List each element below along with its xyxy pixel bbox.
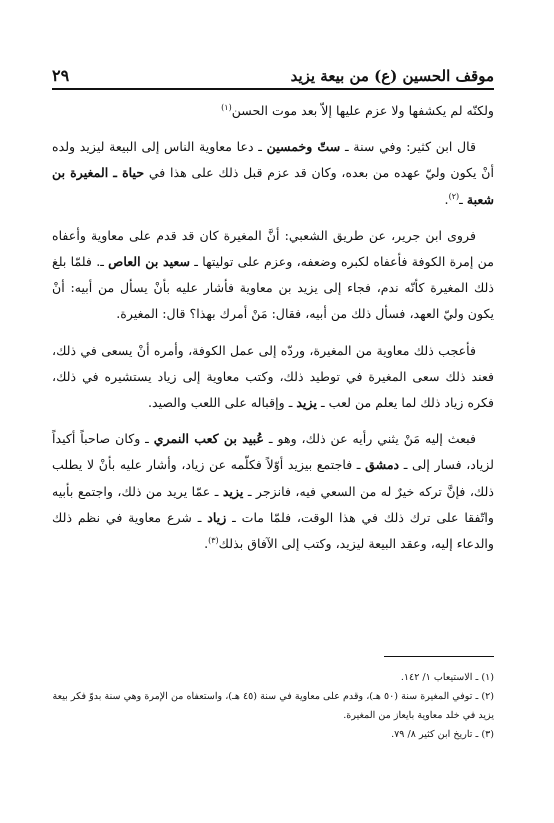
running-header (52, 64, 494, 90)
footnote-ref-1: (١) (221, 102, 232, 112)
footnote-divider (384, 656, 494, 657)
p5-end: . (204, 536, 209, 552)
p1-text: ولكنّه لم يكشفها ولا عزم عليها إلاّ بعد موت الحسن (231, 103, 494, 118)
p2-bold-year: ستّ وخمسين (266, 139, 341, 155)
footnote-2: (٢) ـ توفي المغيرة سنة (٥٠ هـ)، وقدم على معاوية في سنة (٤٥ هـ)، واستعفاه من الإمرة وهي سنة بدوّ فكر بيعة يزيد في خلد معاوية بايعاز من المغيرة. (52, 691, 494, 721)
paragraph-4 (52, 338, 494, 417)
footnote-3: (٣) ـ تاريخ ابن كثير ٨/ ٧٩. (391, 729, 494, 740)
p5-text-c: ـ وكان صاحباً أكيداً لزياد، فسار إلى ـ (52, 431, 495, 473)
p2-text-e: ـ (459, 191, 467, 207)
paragraph-3 (52, 223, 494, 328)
p4-text-c: ـ وإقباله على اللعب والصيد. (147, 395, 297, 411)
p4-bold-yazid: يزيد (296, 395, 317, 411)
p5-bold-dimashq: دمشق (365, 457, 400, 473)
footnote-ref-3: (٣) (208, 535, 219, 545)
p3-bold-said: سعيد بن العاص (108, 254, 191, 270)
p3-text-a: فروى ابن جرير، عن طريق الشعبي: أنَّ المغيرة كان قد قدم على معاوية وأعفاه من إمرة الكوفة فأعفاه لكبره وضعفه، وعزم على توليتها ـ (52, 227, 494, 270)
paragraph-1 (52, 98, 494, 124)
p3-text-c: ـ. فلمّا بلغ ذلك المغيرة كأنّه ندم، فجاء إلى يزيد بن معاوية فأشار عليه بأنْ يسأل من أبيه: أنْ يكون وليّ العهد، فسأل ذلك من أبيه، فقال: مَنْ أمرك بهذا؟ قال: المغيرة. (52, 254, 494, 322)
footnotes (52, 668, 494, 744)
p5-text-i: ـ شرع معاوية في نظم ذلك والدعاء إليه، وعقد البيعة ليزيد، وكتب إلى الآفاق بذلك (52, 509, 494, 552)
main-text (52, 98, 494, 567)
footnote-1: (١) ـ الاستيعاب ١/ ١٤٢. (400, 672, 494, 683)
p5-bold-ziyad: زياد (207, 509, 227, 525)
p2-end: . (444, 191, 449, 207)
paragraph-2 (52, 134, 494, 213)
paragraph-5 (52, 426, 494, 557)
p5-text-g: ـ عمّا يريد من ذلك، واجتمع بأبيه واتّفقا على ترك ذلك في هذا الوقت، فلمّا مات ـ (52, 483, 494, 525)
page-number: ٢٩ (52, 66, 70, 85)
p5-text-e: ـ فاجتمع بيزيد أوّلاً فكلّمه عن زياد، وأشار عليه بأنْ لا يطلب ذلك، فإنَّ تركه خيرٌ له من السعي فيه، فانزجر ـ (52, 457, 494, 499)
p5-text-a: فبعث إليه مَنْ يثني رأيه عن ذلك، وهو ـ (264, 431, 476, 447)
footnote-ref-2: (٢) (448, 191, 460, 201)
p2-bold-mughira: حياة ـ المغيرة بن شعبة (52, 165, 494, 207)
p2-text-c: ـ دعا معاوية الناس إلى البيعة ليزيد ولده أنْ يكون وليّ عهده من بعده، وكان قد عزم قبل ذلك على هذا في (52, 139, 494, 181)
p5-bold-yazid: يزيد (222, 483, 244, 499)
p2-text-a: قال ابن كثير: وفي سنة ـ (340, 139, 476, 155)
running-title: موقف الحسين (ع) من بيعة يزيد (290, 67, 494, 85)
p4-text-a: فأعجب ذلك معاوية من المغيرة، وردّه إلى عمل الكوفة، وأمره أنْ يسعى في ذلك، فعند ذلك سعى المغيرة في توطيد ذلك، وكتب معاوية إلى زياد يستشيره في ذلك، فكره زياد ذلك لما يعلم من لعب ـ (52, 342, 494, 411)
p5-bold-ubayd: عُبيد بن كعب النمري (153, 431, 264, 447)
